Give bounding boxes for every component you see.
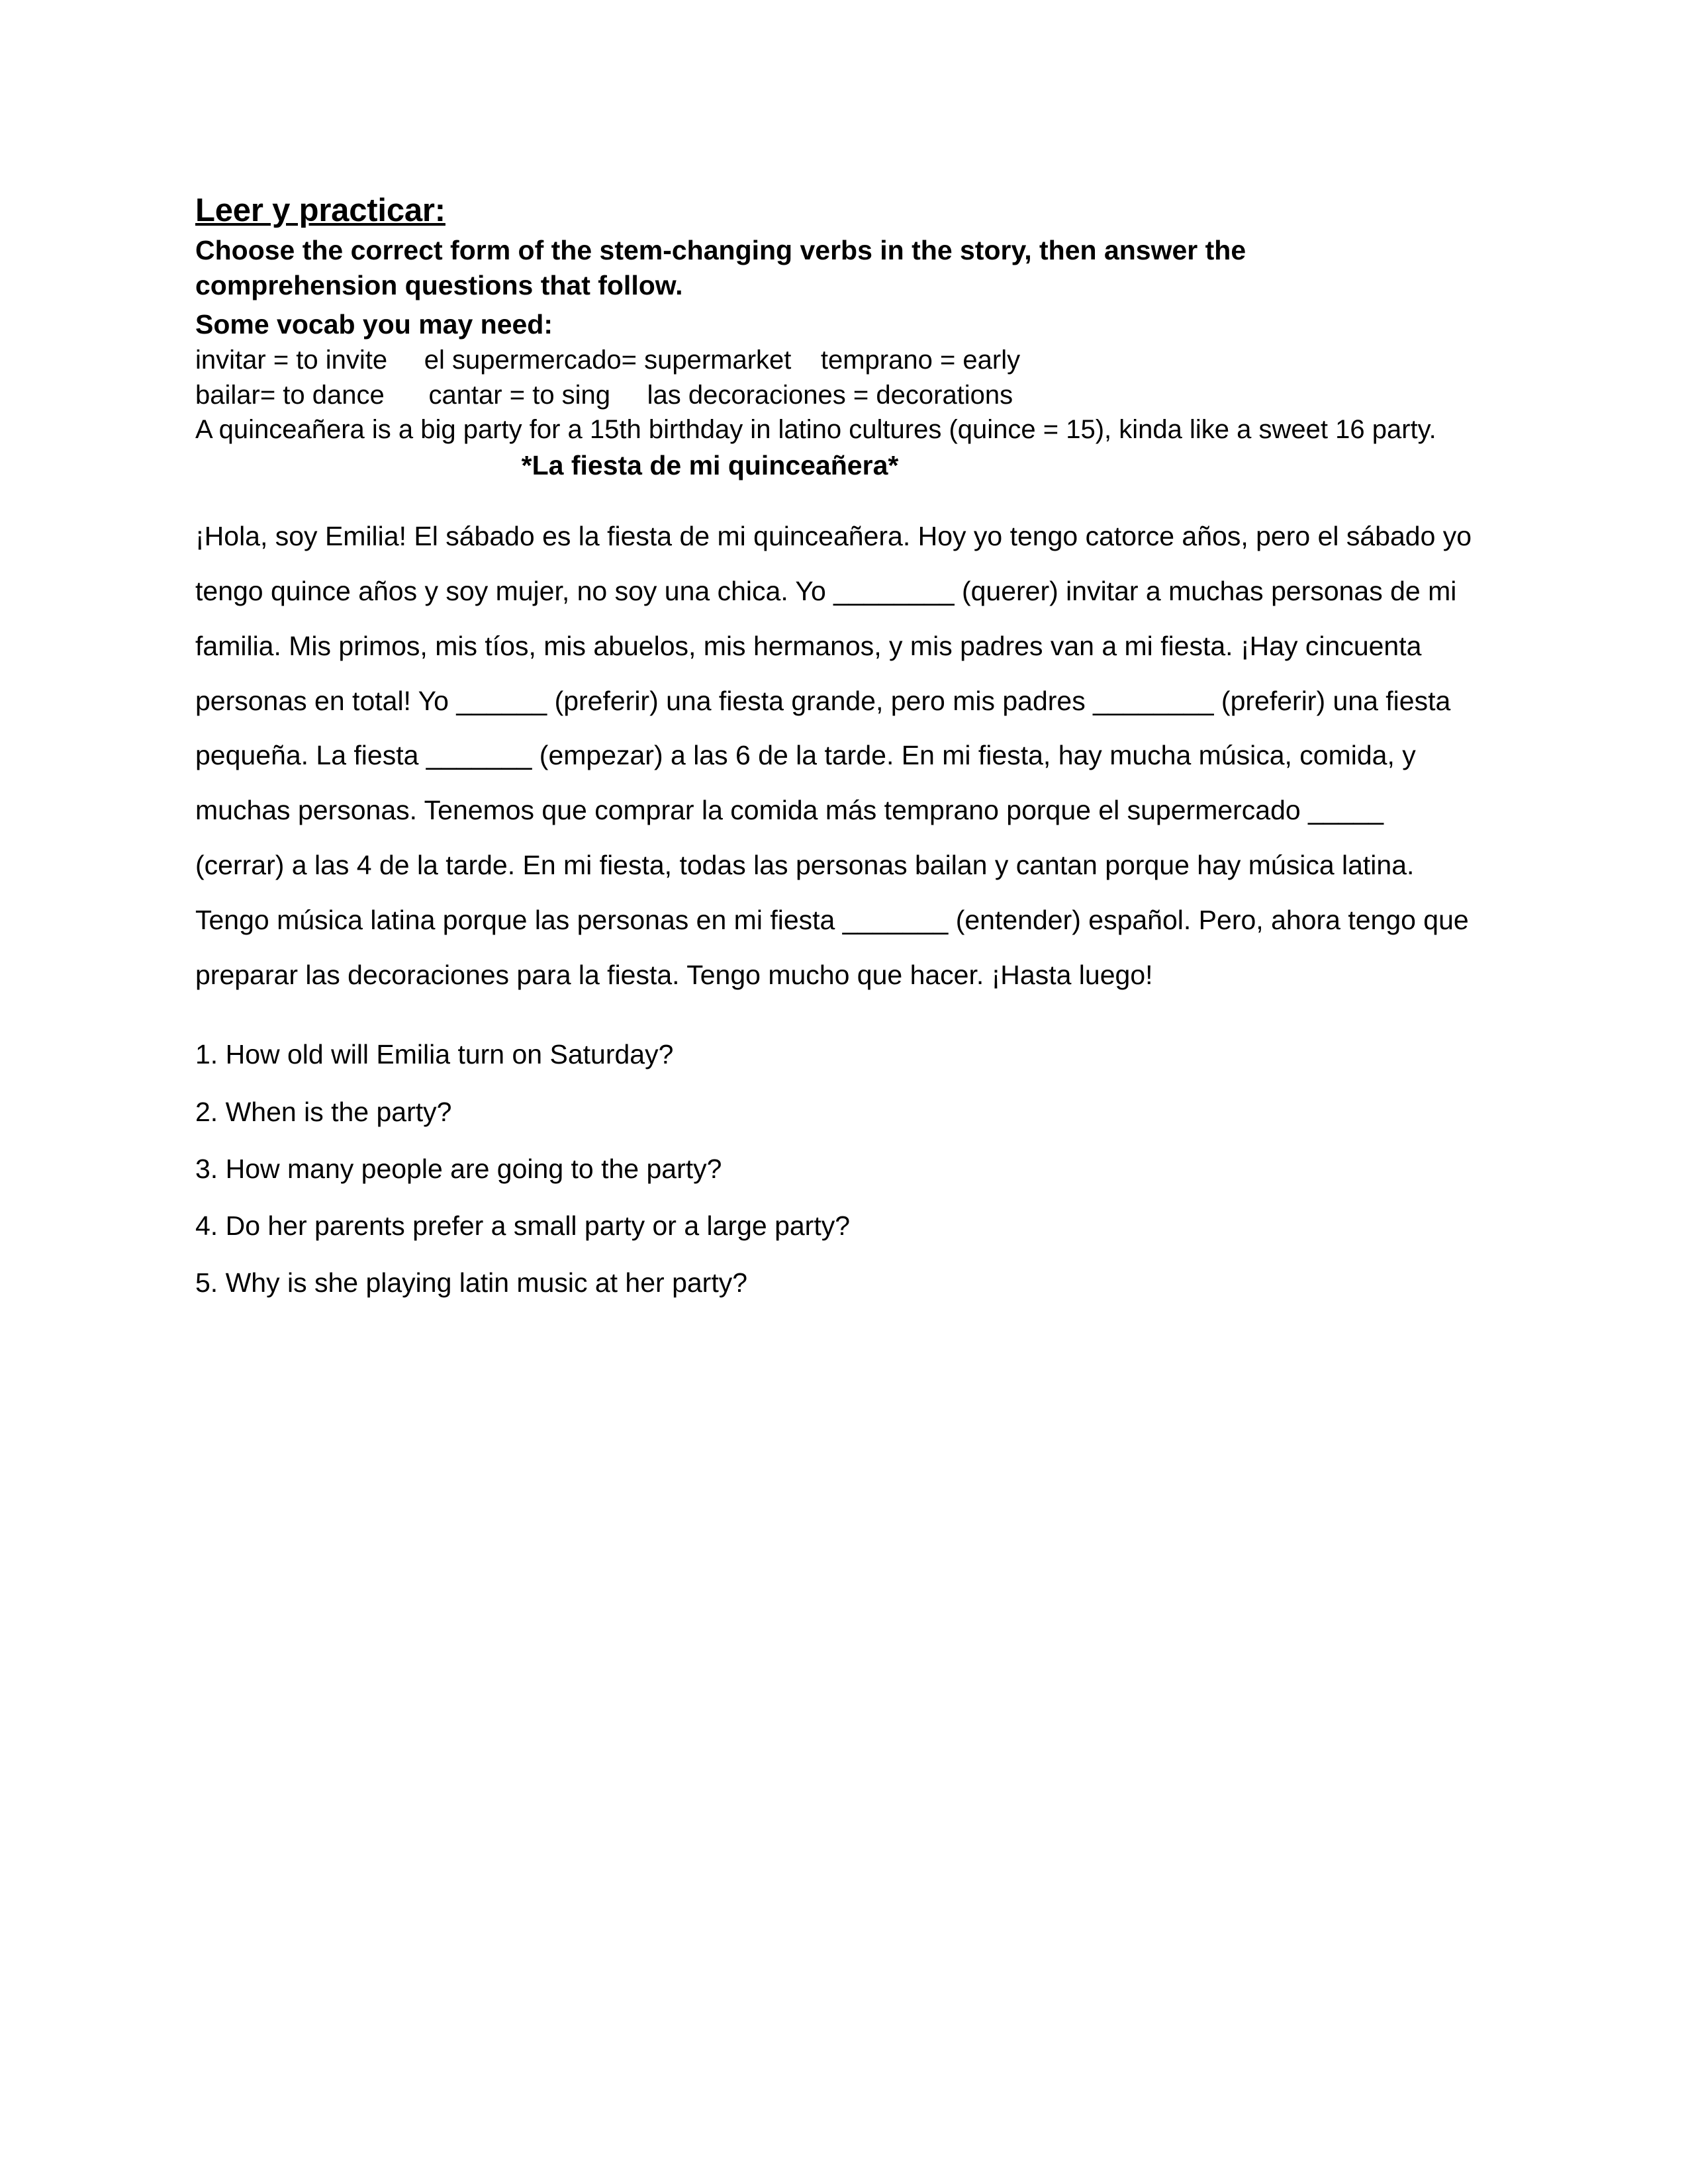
vocab-line-2: bailar= to dance cantar = to sing las decoraciones = decorations xyxy=(195,380,1013,410)
vocab-heading: Some vocab you may need: xyxy=(195,309,553,340)
story-title: *La fiesta de mi quinceañera* xyxy=(521,450,899,481)
page-title: Leer y practicar: xyxy=(195,193,445,228)
story-paragraph: ¡Hola, soy Emilia! El sábado es la fiesta de mi quinceañera. Hoy yo tengo catorce años, pero el sábado yo tengo quince años y soy mujer, no soy una chica. Yo ________ (querer) invitar a muchas personas de mi familia. Mis primos, mis tíos, mis abuelos, mis hermanos, y mis padres van a mi fiesta. ¡Hay cincuenta personas en total! Yo ______ (preferir) una fiesta grande, pero mis padres ________ (preferir) una fiesta pequeña. La fiesta _______ (empezar) a las 6 de la tarde. En mi fiesta, hay mucha música, comida, y muchas personas. Tenemos que comprar la comida más temprano porque el supermercado _____ (cerrar) a las 4 de la tarde. En mi fiesta, todas las personas bailan y cantan porque hay música latina. Tengo música latina porque las personas en mi fiesta _______ (entender) español. Pero, ahora tengo que preparar las decoraciones para la fiesta. Tengo mucho que hacer. ¡Hasta luego! xyxy=(195,521,1472,990)
question-item: 1. How old will Emilia turn on Saturday? xyxy=(195,1039,674,1070)
question-item: 2. When is the party? xyxy=(195,1096,452,1127)
question-item: 3. How many people are going to the party? xyxy=(195,1153,722,1184)
vocab-note: A quinceañera is a big party for a 15th birthday in latino cultures (quince = 15), kinda like a sweet 16 party. xyxy=(195,415,1436,445)
question-item: 5. Why is she playing latin music at her party? xyxy=(195,1267,748,1298)
instructions-text: Choose the correct form of the stem-changing verbs in the story, then answer the comprehension questions that follow. xyxy=(195,234,1246,301)
question-item: 4. Do her parents prefer a small party or a large party? xyxy=(195,1210,851,1241)
vocab-line-1: invitar = to invite el supermercado= supermarket temprano = early xyxy=(195,345,1021,375)
comprehension-questions xyxy=(195,1036,1489,1300)
